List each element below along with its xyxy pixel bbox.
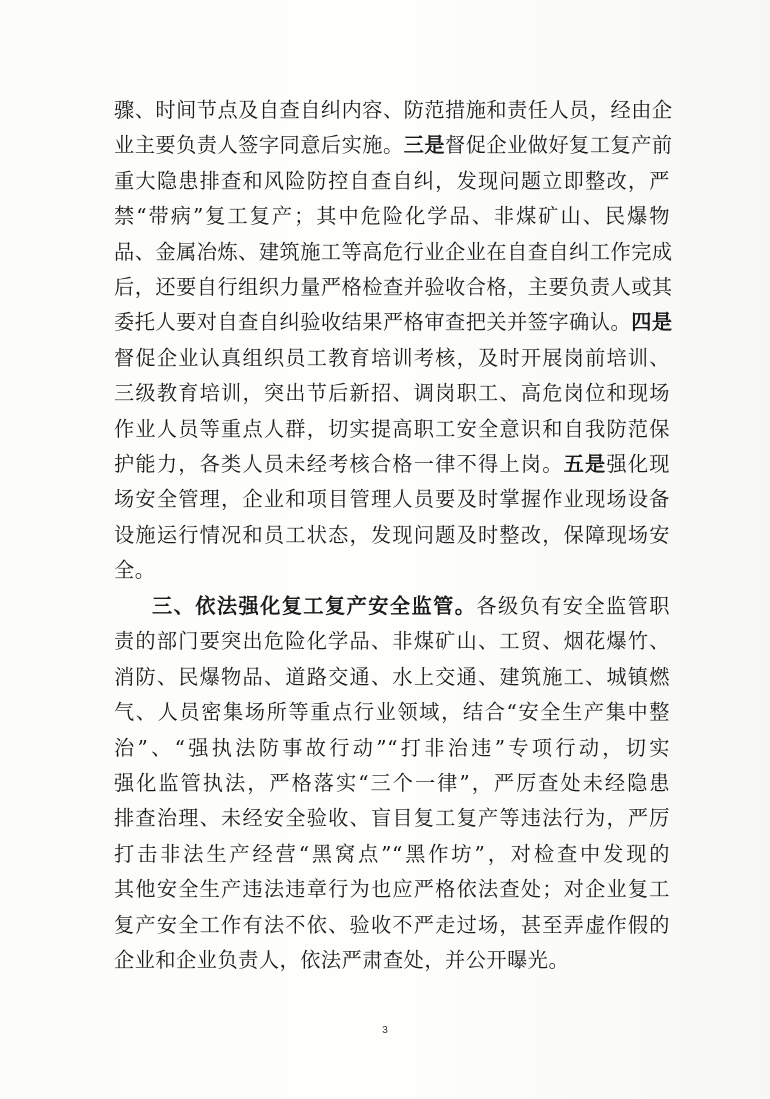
text-line <box>114 943 670 978</box>
emphasis-label: 三是 <box>403 133 446 158</box>
text-line <box>114 766 670 801</box>
text-line <box>114 731 670 766</box>
text-span: 三级教育培训，突出节后新招、调岗职工、高危岗位和现场 <box>114 381 670 406</box>
text-line <box>114 235 673 270</box>
text-span: 各级负有安全监管职 <box>476 594 670 618</box>
text-span: 后，还要自行组织力量严格检查并验收合格，主要负责人或其 <box>114 274 673 299</box>
body-paragraph-1 <box>114 93 673 588</box>
section-heading-line <box>114 589 670 624</box>
text-span: 强化现 <box>606 451 670 476</box>
text-span: 治”、“强执法防事故行动”“打非治违”专项行动，切实 <box>114 735 670 760</box>
text-span: 企业和企业负责人，依法严肃查处，并公开曝光。 <box>114 947 570 972</box>
text-line <box>114 341 670 376</box>
text-line <box>114 93 673 128</box>
text-line <box>114 270 673 305</box>
text-line <box>114 908 670 943</box>
text-span: 禁“带病”复工复产；其中危险化学品、非煤矿山、民爆物 <box>114 204 670 229</box>
text-span: 其他安全生产违法违章行为也应严格依法查处；对企业复工 <box>114 877 670 902</box>
text-span: 业主要负责人签字同意后实施。 <box>114 133 404 158</box>
text-span: 复产安全工作有法不依、验收不严走过场，甚至弄虚作假的 <box>114 912 670 937</box>
text-span: 打击非法生产经营“黑窝点”“黑作坊”，对检查中发现的 <box>114 841 670 866</box>
text-line <box>114 412 670 447</box>
text-line <box>114 801 670 836</box>
text-span: 场安全管理，企业和项目管理人员要及时掌握作业现场设备 <box>114 487 670 512</box>
text-span: 委托人要对自查自纠验收结果严格审查把关并签字确认。 <box>114 310 632 335</box>
text-line <box>114 518 670 553</box>
text-span: 督促企业做好复工复产前 <box>445 133 673 158</box>
page-number: 3 <box>382 1025 388 1036</box>
text-line <box>114 482 670 517</box>
text-span: 责的部门要突出危险化学品、非煤矿山、工贸、烟花爆竹、 <box>114 629 670 654</box>
text-span: 护能力，各类人员未经考核合格一律不得上岗。 <box>114 451 564 476</box>
text-span: 作业人员等重点人群，切实提高职工安全意识和自我防范保 <box>114 416 670 441</box>
section-heading: 三、依法强化复工复产安全监管。 <box>152 594 477 618</box>
text-span: 排查治理、未经安全验收、盲目复工复产等违法行为，严厉 <box>114 806 670 831</box>
text-line <box>114 199 670 234</box>
text-line <box>114 837 670 872</box>
body-paragraph-2 <box>114 589 670 978</box>
emphasis-label: 五是 <box>563 451 607 476</box>
text-line <box>114 624 670 659</box>
text-line <box>114 376 670 411</box>
text-line <box>114 164 670 199</box>
text-span: 督促企业认真组织员工教育培训考核，及时开展岗前培训、 <box>114 345 670 370</box>
text-span: 消防、民爆物品、道路交通、水上交通、建筑施工、城镇燃 <box>114 664 670 689</box>
text-span: 全。 <box>114 558 156 583</box>
text-span: 设施运行情况和员工状态，发现问题及时整改，保障现场安 <box>114 522 670 547</box>
text-span: 骤、时间节点及自查自纠内容、防范措施和责任人员，经由企 <box>114 98 673 122</box>
text-span: 强化监管执法，严格落实“三个一律”，严厉查处未经隐患 <box>114 770 670 795</box>
text-line <box>114 553 670 588</box>
text-line <box>114 660 670 695</box>
text-span: 重大隐患排查和风险防控自查自纠，发现问题立即整改，严 <box>114 168 670 193</box>
text-line <box>114 695 670 730</box>
text-line <box>114 305 673 340</box>
text-line <box>114 872 670 907</box>
text-line <box>114 128 673 163</box>
text-span: 品、金属冶炼、建筑施工等高危行业企业在自查自纠工作完成 <box>114 239 673 264</box>
emphasis-label: 四是 <box>631 310 673 335</box>
text-line <box>114 447 670 482</box>
text-span: 气、人员密集场所等重点行业领域，结合“安全生产集中整 <box>114 700 670 725</box>
